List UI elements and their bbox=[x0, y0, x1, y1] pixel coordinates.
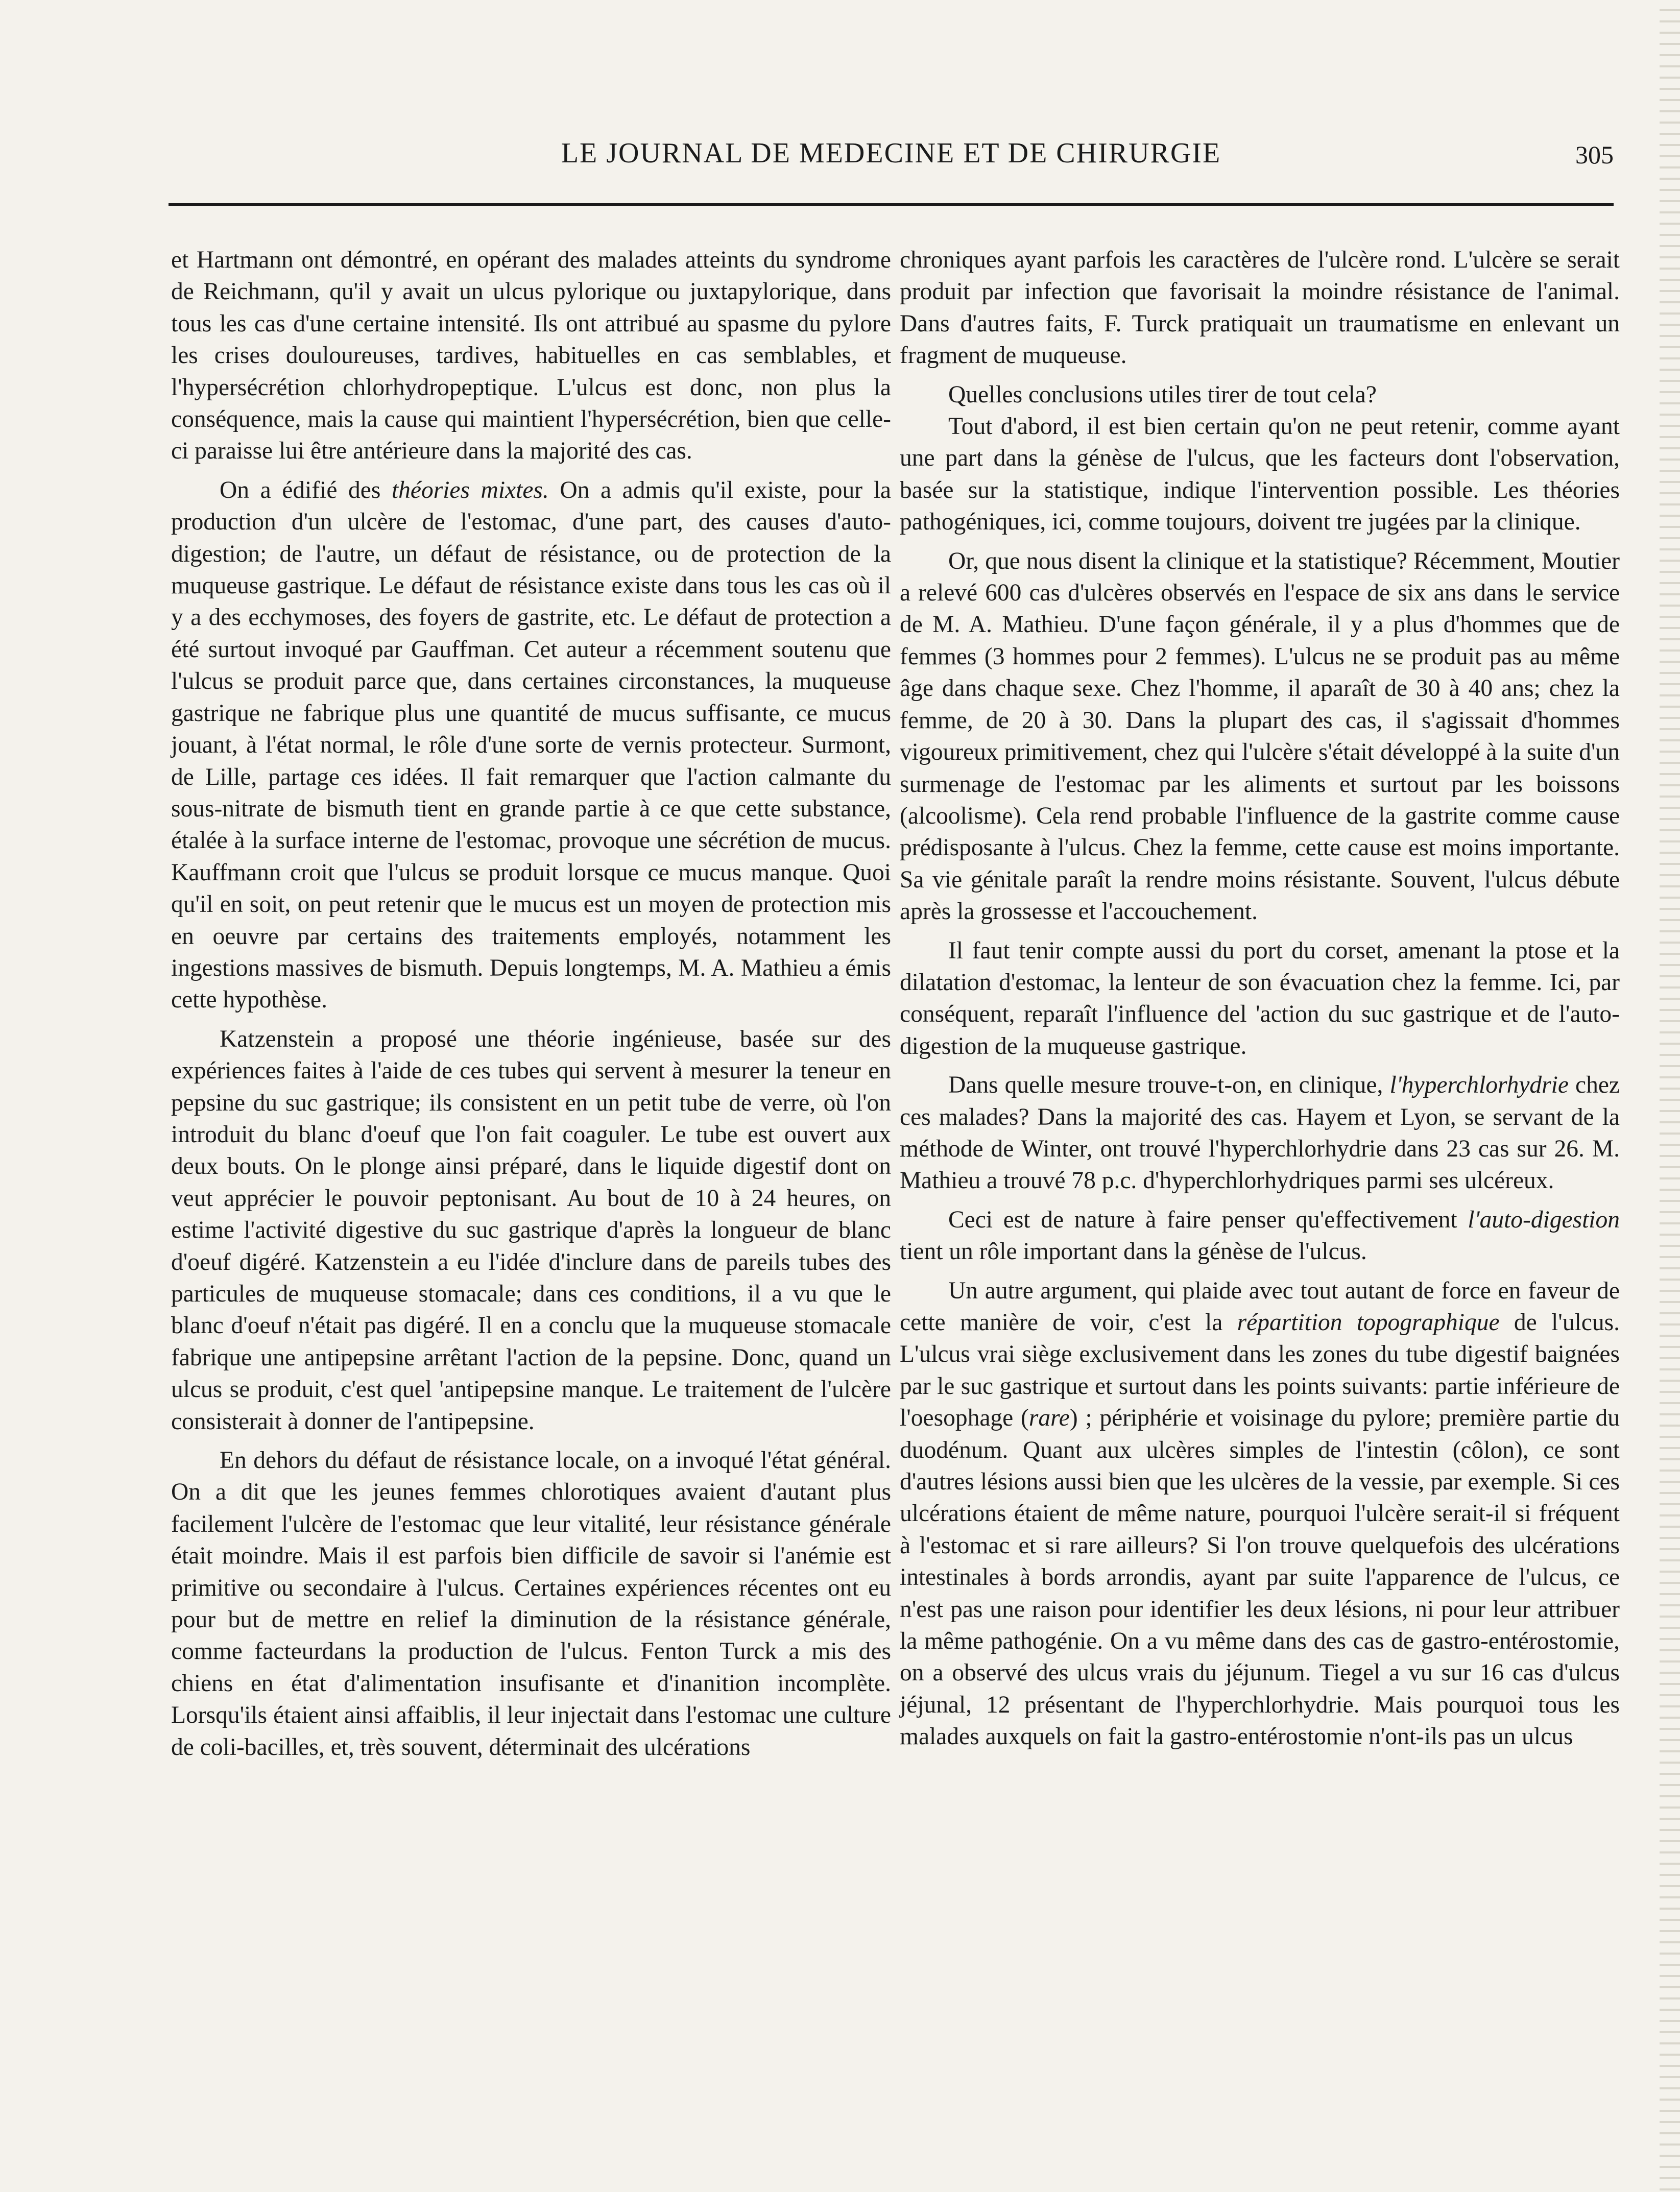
italic-term: théories mixtes. bbox=[391, 476, 549, 503]
page-edge bbox=[1660, 0, 1680, 2192]
paragraph: On a édifié des théories mixtes. On a admis qu'il existe, pour la production d'un ulcère de l'estomac, d'une part, des causes d'auto-digestion; de l'autre, un défaut de résistance, ou de protection de la muqueuse gastrique. Le défaut de résistance existe dans tous les cas où il y a des ecchymoses, des foyers de gastrite, etc. Le défaut de protection a été surtout invoqué par Gauffman. Cet auteur a récemment soutenu que l'ulcus se produit parce que, dans certaines circonstances, la muqueuse gastrique ne fabrique plus une quantité de mucus suffisante, ce mucus jouant, à l'état normal, le rôle d'une sorte de vernis protecteur. Surmont, de Lille, partage ces idées. Il fait remarquer que l'action calmante du sous-nitrate de bismuth tient en grande partie à ce que cette substance, étalée à la surface interne de l'estomac, provoque une sécrétion de mucus. Kauffmann croit que l'ulcus se produit lorsque ce mucus manque. Quoi qu'il en soit, on peut retenir que le mucus est un moyen de protection mis en oeuvre par certains des traitements employés, notamment les ingestions massives de bismuth. Depuis longtemps, M. A. Mathieu a émis cette hypothèse. bbox=[171, 476, 891, 1014]
left-column bbox=[171, 244, 891, 1763]
paragraph: En dehors du défaut de résistance locale, on a invoqué l'état général. On a dit que les jeunes femmes chlorotiques avaient d'autant plus facilement l'ulcère de l'estomac que leur vitalité, leur résistance générale était moindre. Mais il est parfois bien difficile de savoir si l'anémie est primitive ou secondaire à l'ulcus. Certaines expériences récentes ont eu pour but de mettre en relief la diminution de la résistance générale, comme facteurdans la production de l'ulcus. Fenton Turck a mis des chiens en état d'alimentation insufisante et d'inanition incomplète. Lorsqu'ils étaient ainsi affaiblis, il leur injectait dans l'estomac une culture de coli-bacilles, et, très souvent, déterminait des ulcérations bbox=[171, 1447, 891, 1761]
paragraph: Dans quelle mesure trouve-t-on, en clinique, l'hyperchlorhydrie chez ces malades? Dans la majorité des cas. Hayem et Lyon, se servant de la méthode de Winter, ont trouvé l'hyperchlorhydrie dans 23 cas sur 26. M. Mathieu a trouvé 78 p.c. d'hyperchlorhydriques parmi ses ulcéreux. bbox=[900, 1072, 1620, 1194]
paragraph: Katzenstein a proposé une théorie ingénieuse, basée sur des expériences faites à l'aide de ces tubes qui servent à mesurer la teneur en pepsine du suc gastrique; ils consistent en un petit tube de verre, où l'on introduit du blanc d'oeuf que l'on fait coaguler. Le tube est ouvert aux deux bouts. On le plonge ainsi préparé, dans le liquide digestif dont on veut apprécier le pouvoir peptonisant. Au bout de 10 à 24 heures, on estime l'activité digestive du suc gastrique d'après la longueur de blanc d'oeuf digéré. Katzenstein a eu l'idée d'inclure dans de pareils tubes des particules de muqueuse stomacale; dans ces conditions, il a vu que le blanc d'oeuf n'était pas digéré. Il en a conclu que la muqueuse stomacale fabrique une antipepsine arrêtant l'action de la pepsine. Donc, quand un ulcus se produit, c'est quel 'antipepsine manque. Le traitement de l'ulcère consisterait à donner de l'antipepsine. bbox=[171, 1025, 891, 1435]
paragraph: chroniques ayant parfois les caractères de l'ulcère rond. L'ulcère se serait produit par infection que favorisait la moindre résistance de l'animal. Dans d'autres faits, F. Turck pratiquait un traumatisme en enlevant un fragment de muqueuse. bbox=[900, 247, 1620, 369]
italic-term: l'auto-digestion bbox=[1468, 1206, 1620, 1233]
italic-term: rare bbox=[1028, 1405, 1070, 1432]
italic-term: répartition topographique bbox=[1237, 1309, 1500, 1336]
paragraph: Or, que nous disent la clinique et la statistique? Récemment, Moutier a relevé 600 cas d'ulcères observés en l'espace de six ans dans le service de M. A. Mathieu. D'une façon générale, il y a plus d'hommes que de femmes (3 hommes pour 2 femmes). L'ulcus ne se produit pas au même âge dans chaque sexe. Chez l'homme, il aparaît de 30 à 40 ans; chez la femme, de 20 à 30. Dans la plupart des cas, il s'agissait d'hommes vigoureux primitivement, chez qui l'ulcère s'était développé à la suite d'un surmenage de l'estomac par les aliments et surtout par les boissons (alcoolisme). Cela rend probable l'influence de la gastrite comme cause prédisposante à l'ulcus. Chez la femme, cette cause est moins importante. Sa vie génitale paraît la rendre moins résistante. Souvent, l'ulcus débute après la grossesse et l'accouchement. bbox=[900, 547, 1620, 925]
paragraph: Ceci est de nature à faire penser qu'effectivement l'auto-digestion tient un rôle important dans la génèse de l'ulcus. bbox=[900, 1206, 1620, 1265]
paragraph: et Hartmann ont démontré, en opérant des malades atteints du syndrome de Reichmann, qu'il y avait un ulcus pylorique ou juxtapylorique, dans tous les cas d'une certaine intensité. Ils ont attribué au spasme du pylore les crises douloureuses, tardives, habituelles en cas semblables, et l'hypersécrétion chlorhydropeptique. L'ulcus est donc, non plus la conséquence, mais la cause qui maintient l'hypersécrétion, bien que celle-ci paraisse lui être antérieure dans la majorité des cas. bbox=[171, 247, 891, 465]
italic-term: l'hyperchlorhydrie bbox=[1389, 1072, 1569, 1099]
paragraph: Tout d'abord, il est bien certain qu'on ne peut retenir, comme ayant une part dans la génèse de l'ulcus, que les facteurs dont l'observation, basée sur la statistique, indique l'intervention possible. Les théories pathogéniques, ici, comme toujours, doivent tre jugées par la clinique. bbox=[900, 413, 1620, 536]
running-header bbox=[169, 137, 1614, 178]
page-number: 305 bbox=[1575, 140, 1614, 169]
paragraph: Un autre argument, qui plaide avec tout autant de force en faveur de cette manière de voir, c'est la répartition topographique de l'ulcus. L'ulcus vrai siège exclusivement dans les zones du tube digestif baignées par le suc gastrique et surtout dans les points suivants: partie inférieure de l'oesophage (rare) ; périphérie et voisinage du pylore; première partie du duodénum. Quant aux ulcères simples de l'intestin (côlon), ce sont d'autres lésions aussi bien que les ulcères de la vessie, par exemple. Si ces ulcérations étaient de même nature, pourquoi l'ulcère serait-il si fréquent à l'estomac et si rare ailleurs? Si l'on trouve quelquefois des ulcérations intestinales à bords arrondis, ayant par suite l'apparence de l'ulcus, ce n'est pas une raison pour identifier les deux lésions, ni pour leur attribuer la même pathogénie. On a vu même dans des cas de gastro-entérostomie, on a observé des ulcus vrais du jéjunum. Tiegel a vu sur 16 cas d'ulcus jéjunal, 12 présentant de l'hyperchlorhydrie. Mais pourquoi tous les malades auxquels on fait la gastro-entérostomie n'ont-ils pas un ulcus bbox=[900, 1277, 1620, 1750]
right-column bbox=[900, 244, 1620, 1753]
paragraph: Quelles conclusions utiles tirer de tout cela? bbox=[948, 381, 1377, 408]
header-rule bbox=[169, 203, 1614, 206]
journal-title: LE JOURNAL DE MEDECINE ET DE CHIRURGIE bbox=[561, 137, 1221, 169]
paragraph: Il faut tenir compte aussi du port du corset, amenant la ptose et la dilatation d'estomac, la lenteur de son évacuation chez la femme. Ici, par conséquent, reparaît l'influence del 'action du suc gastrique et de l'auto-digestion de la muqueuse gastrique. bbox=[900, 937, 1620, 1059]
